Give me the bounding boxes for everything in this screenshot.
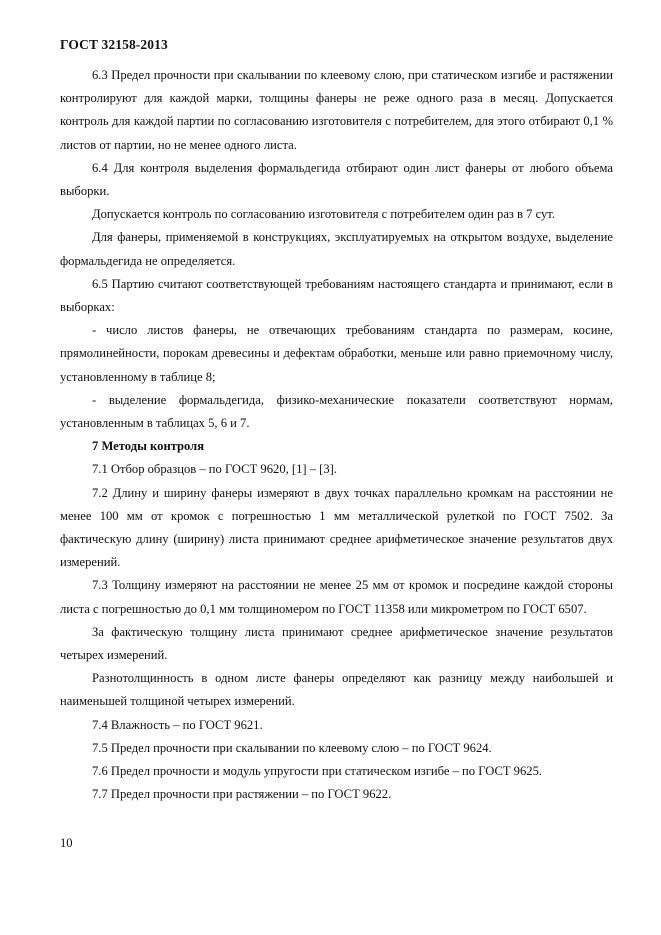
section-heading-7: 7 Методы контроля xyxy=(92,439,205,454)
paragraph-6-4-outdoor: Для фанеры, применяемой в конструкциях, эксплуатируемых на открытом воздухе, выделение формальдегида не определяется. xyxy=(60,230,613,268)
paragraph-7-3-average: За фактическую толщину листа принимают среднее арифметическое значение результатов четырех измерений. xyxy=(60,624,613,663)
document-body xyxy=(60,64,613,807)
paragraph-7-3: 7.3 Толщину измеряют на расстоянии не менее 25 мм от кромок и посредине каждой стороны листа с погрешностью до 0,1 мм толщиномером по ГОСТ 11358 или микрометром по ГОСТ 6507. xyxy=(60,578,613,616)
paragraph-6-3: 6.3 Предел прочности при скалывании по клеевому слою, при статическом изгибе и растяжении контролируют для каждой марки, толщины фанеры не реже одного раза в месяц. Допускается контроль для каждой партии по согласованию изготовителя с потребителем, для этого отбирают 0,1 % листов от партии, но не менее одного листа. xyxy=(60,68,613,152)
paragraph-7-6: 7.6 Предел прочности и модуль упругости при статическом изгибе – по ГОСТ 9625. xyxy=(92,764,543,779)
paragraph-7-2: 7.2 Длину и ширину фанеры измеряют в двух точках параллельно кромкам на расстоянии не менее 100 мм от кромок с погрешностью 1 мм металлической рулеткой по ГОСТ 7502. За фактическую длину (ширину) листа принимают среднее арифметическое значение результатов двух измерений. xyxy=(60,485,613,570)
paragraph-6-4-allowance: Допускается контроль по согласованию изготовителя с потребителем один раз в 7 сут. xyxy=(92,207,556,222)
paragraph-7-4: 7.4 Влажность – по ГОСТ 9621. xyxy=(92,717,263,732)
page-number: 10 xyxy=(60,836,73,850)
paragraph-7-1: 7.1 Отбор образцов – по ГОСТ 9620, [1] – [3]. xyxy=(92,462,338,477)
list-item-defects: - число листов фанеры, не отвечающих требованиям стандарта по размерам, косине, прямолинейности, порокам древесины и дефектам обработки, меньше или равно приемочному числу, установленному в таблице 8; xyxy=(60,323,613,384)
document-header: ГОСТ 32158-2013 xyxy=(60,37,168,52)
paragraph-7-7: 7.7 Предел прочности при растяжении – по ГОСТ 9622. xyxy=(92,787,392,802)
paragraph-6-4: 6.4 Для контроля выделения формальдегида отбирают один лист фанеры от любого объема выборки. xyxy=(60,160,613,199)
paragraph-7-5: 7.5 Предел прочности при скалывании по клеевому слою – по ГОСТ 9624. xyxy=(92,740,492,755)
list-item-formaldehyde: - выделение формальдегида, физико-механические показатели соответствуют нормам, установленным в таблицах 5, 6 и 7. xyxy=(60,392,613,431)
paragraph-6-5: 6.5 Партию считают соответствующей требованиям настоящего стандарта и принимают, если в выборках: xyxy=(60,276,613,315)
paragraph-7-3-variation: Разнотолщинность в одном листе фанеры определяют как разницу между наибольшей и наименьшей толщиной четырех измерений. xyxy=(60,671,613,709)
